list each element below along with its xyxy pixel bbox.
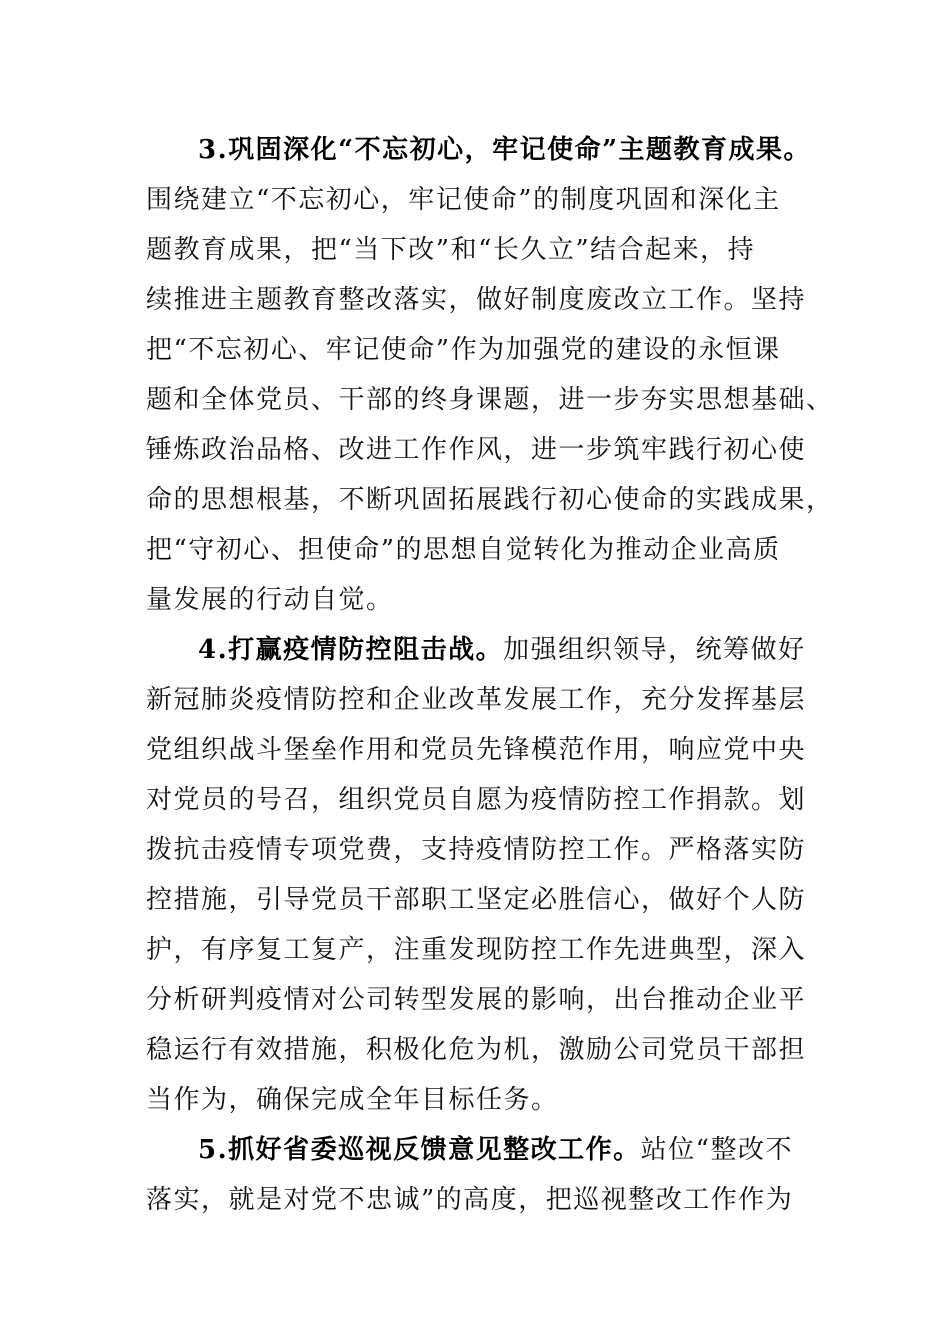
paragraph-3-line: 锤炼政治品格、改进工作作风，进一步筑牢践行初心使 (146, 435, 807, 465)
paragraph-4-line: 当作为，确保完成全年目标任务。 (146, 1085, 559, 1115)
paragraph-5-first-line (198, 1125, 828, 1175)
paragraph-4-line: 稳运行有效措施，积极化危为机，激励公司党员干部担 (146, 1035, 807, 1065)
paragraph-3-heading-line (198, 125, 828, 175)
paragraph-4-line: 对党员的号召，组织党员自愿为疫情防控工作捐款。划 (146, 785, 807, 815)
paragraph-3-line: 命的思想根基，不断巩固拓展践行初心使命的实践成果， (146, 485, 834, 515)
paragraph-4-line: 控措施，引导党员干部职工坚定必胜信心，做好个人防 (146, 885, 807, 915)
paragraph-3-line: 把“守初心、担使命”的思想自觉转化为推动企业高质 (146, 535, 781, 565)
paragraph-4-line: 拨抗击疫情专项党费，支持疫情防控工作。严格落实防 (146, 835, 807, 865)
paragraph-3-line: 续推进主题教育整改落实，做好制度废改立工作。坚持 (146, 285, 807, 315)
paragraph-3-line: 围绕建立“不忘初心，牢记使命”的制度巩固和深化主 (146, 185, 781, 215)
paragraph-4-heading: 4.打赢疫情防控阻击战。 (198, 635, 504, 665)
paragraph-5-first-line-text: 站位“整改不 (640, 1135, 793, 1165)
paragraph-3-heading: 3.巩固深化“不忘初心，牢记使命”主题教育成果。 (198, 135, 812, 165)
paragraph-4-line: 护，有序复工复产，注重发现防控工作先进典型，深入 (146, 935, 807, 965)
paragraph-4-line: 分析研判疫情对公司转型发展的影响，出台推动企业平 (146, 985, 807, 1015)
paragraph-3-line: 题和全体党员、干部的终身课题，进一步夯实思想基础、 (146, 385, 834, 415)
paragraph-4-first-line-text: 加强组织领导，统筹做好 (503, 635, 806, 665)
paragraph-4-line: 新冠肺炎疫情防控和企业改革发展工作，充分发挥基层 (146, 685, 807, 715)
paragraph-3-line: 把“不忘初心、牢记使命”作为加强党的建设的永恒课 (146, 335, 781, 365)
paragraph-3-line: 题教育成果，把“当下改”和“长久立”结合起来，持 (146, 235, 756, 265)
paragraph-4-first-line (198, 625, 828, 675)
paragraph-5-line: 落实，就是对党不忠诚”的高度，把巡视整改工作作为 (146, 1185, 794, 1215)
paragraph-5-heading: 5.抓好省委巡视反馈意见整改工作。 (198, 1135, 641, 1165)
paragraph-3-line: 量发展的行动自觉。 (146, 585, 394, 615)
paragraph-4-line: 党组织战斗堡垒作用和党员先锋模范作用，响应党中央 (146, 735, 807, 765)
